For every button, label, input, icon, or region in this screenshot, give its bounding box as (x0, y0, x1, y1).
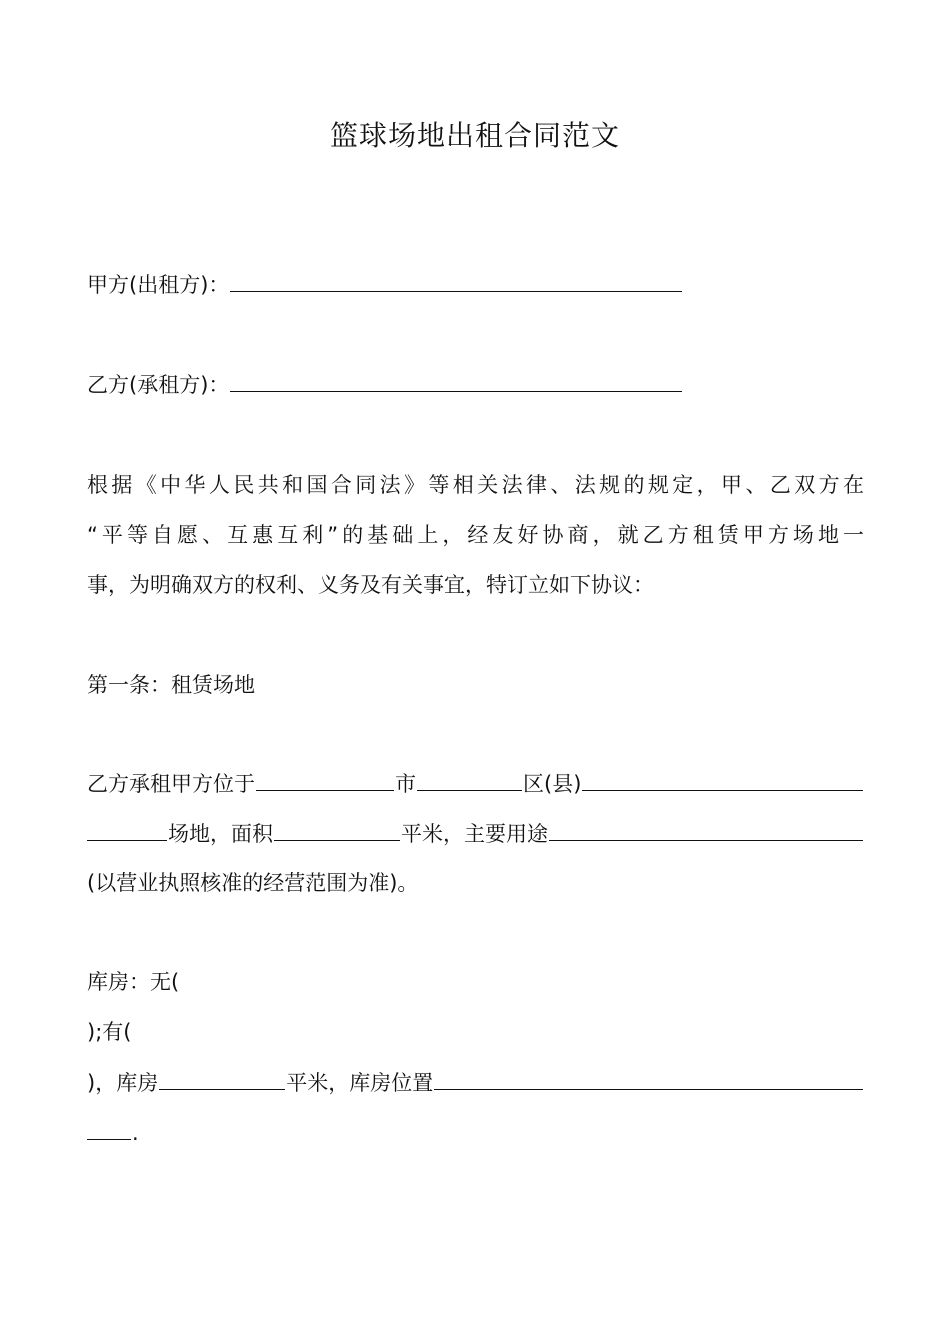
warehouse-line-4 (87, 1117, 864, 1148)
article-1-line-1 (87, 768, 864, 799)
warehouse-line-1 (87, 967, 864, 997)
preamble-line-2 (87, 520, 864, 550)
party-b-label: 乙方(承租方)： (87, 373, 230, 397)
usage-blank[interactable] (549, 818, 863, 841)
warehouse-location-prefix: 平米，库房位置 (286, 1071, 434, 1095)
party-a-label: 甲方(出租方)： (87, 273, 230, 297)
article-1-line-3 (87, 868, 864, 898)
preamble-text-2: “平等自愿、互惠互利”的基础上，经友好协商，就乙方租赁甲方场地一 (87, 523, 864, 547)
warehouse-none: 库房：无( (87, 970, 180, 994)
usage-prefix: 平米，主要用途 (401, 822, 548, 846)
party-a-line (87, 269, 683, 300)
city-suffix: 市 (395, 772, 416, 796)
party-a-blank[interactable] (230, 269, 682, 292)
warehouse-line-2 (87, 1017, 864, 1047)
warehouse-location-continued-blank[interactable] (87, 1117, 131, 1140)
party-b-blank[interactable] (230, 369, 682, 392)
warehouse-area-blank[interactable] (159, 1067, 285, 1090)
warehouse-line-3 (87, 1067, 864, 1098)
warehouse-yes: );有( (87, 1020, 132, 1044)
preamble-text-3: 事，为明确双方的权利、义务及有关事宜，特订立如下协议： (87, 573, 654, 597)
article-1-heading (87, 670, 864, 700)
party-b-line (87, 369, 683, 400)
article-1-heading-text: 第一条：租赁场地 (87, 673, 255, 697)
city-blank[interactable] (256, 768, 394, 791)
warehouse-area-prefix: )，库房 (87, 1071, 159, 1095)
district-blank[interactable] (417, 768, 522, 791)
address-blank[interactable] (582, 768, 863, 791)
preamble-line-1 (87, 470, 864, 500)
warehouse-end-period: . (132, 1121, 139, 1145)
area-prefix: 场地，面积 (168, 822, 273, 846)
district-suffix: 区(县) (523, 772, 582, 796)
location-prefix: 乙方承租甲方位于 (87, 772, 255, 796)
article-1-line-2 (87, 818, 864, 849)
business-scope-note: (以营业执照核准的经营范围为准)。 (87, 871, 419, 895)
area-blank[interactable] (274, 818, 400, 841)
document-title: 篮球场地出租合同范文 (329, 119, 620, 152)
warehouse-location-blank[interactable] (434, 1067, 863, 1090)
preamble-text-1: 根据《中华人民共和国合同法》等相关法律、法规的规定，甲、乙双方在 (87, 473, 864, 497)
preamble-line-3 (87, 570, 864, 600)
address-continued-blank[interactable] (87, 818, 167, 841)
